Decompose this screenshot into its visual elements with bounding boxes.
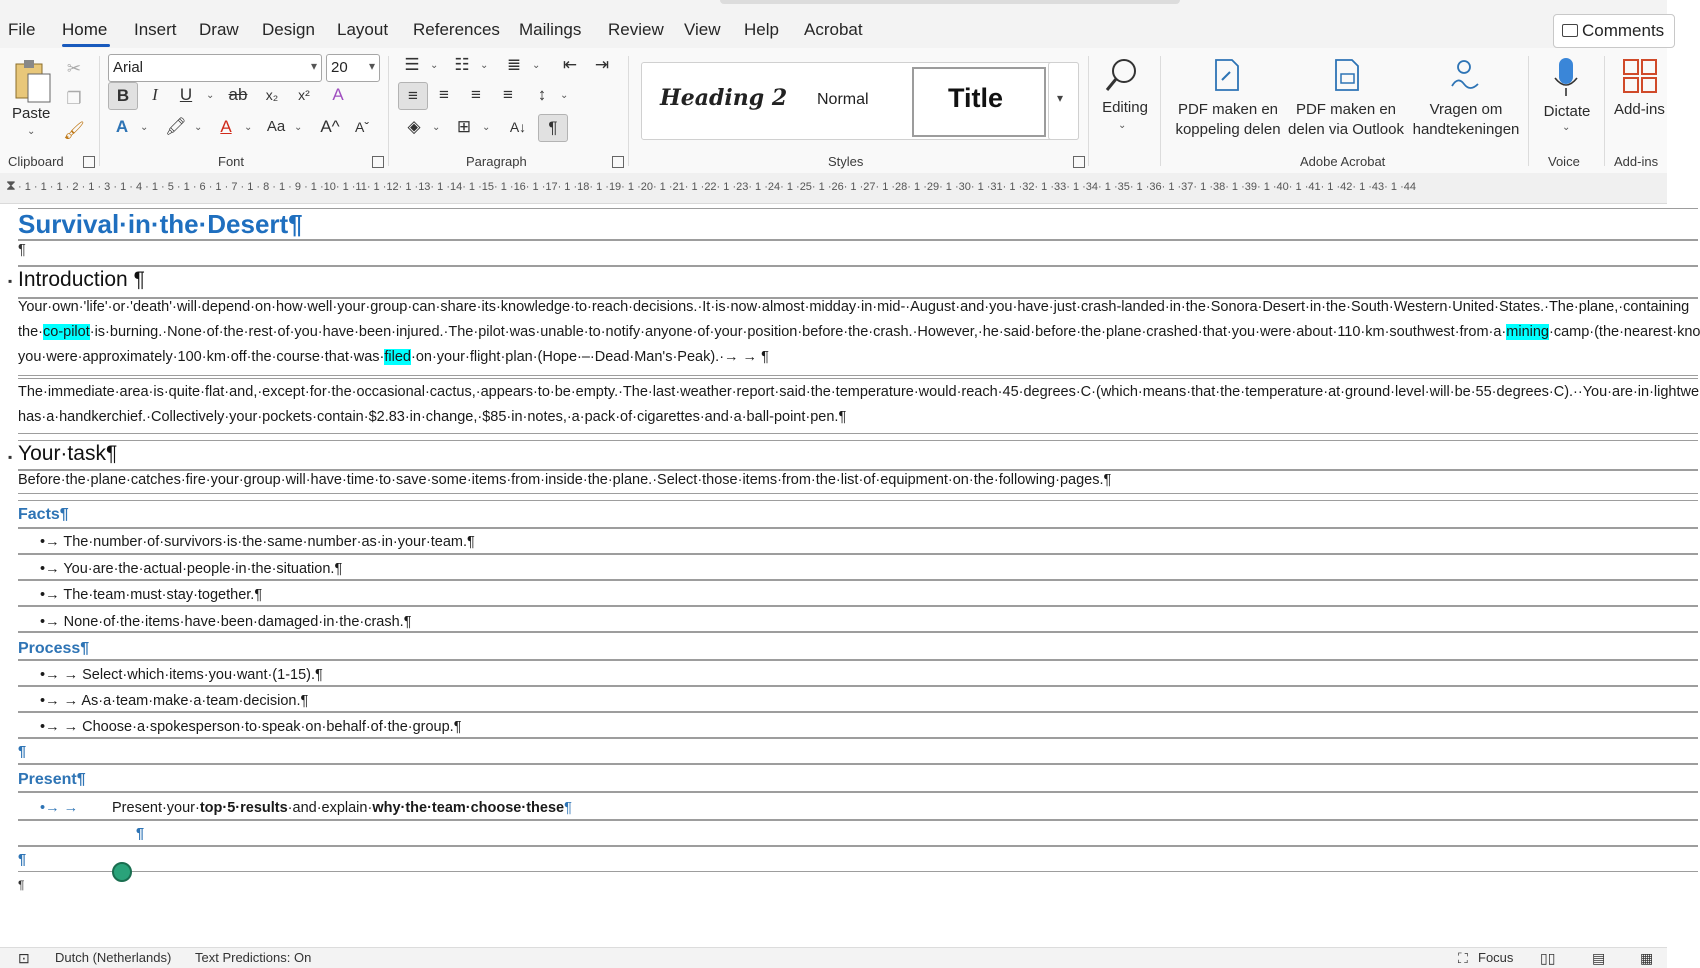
web-layout-icon[interactable]: ▦ [1640, 950, 1654, 966]
tab-file[interactable]: File [8, 20, 36, 39]
underline-button[interactable]: U [179, 85, 193, 104]
list-item: •→ The·number·of·survivors·is·the·same·number·as·in·your·team.¶ [40, 534, 475, 550]
pdf-link-label-2[interactable]: koppeling delen [1175, 121, 1281, 138]
clear-formatting-icon[interactable]: A [332, 85, 344, 104]
paragraph-mark: ¶ [136, 826, 145, 842]
facts-heading: Facts¶ [18, 506, 69, 523]
tab-acrobat[interactable]: Acrobat [804, 20, 863, 39]
italic-button[interactable]: I [152, 85, 158, 104]
styles-launcher-icon[interactable] [1073, 156, 1085, 168]
chevron-down-icon: ▾ [310, 59, 317, 73]
bold-text-run: top·5·results [199, 800, 288, 816]
list-bullet: •→ → [40, 800, 79, 816]
text-boundary [18, 440, 1698, 470]
microphone-icon[interactable] [1552, 56, 1580, 98]
document-canvas[interactable] [0, 204, 1700, 947]
horizontal-ruler[interactable] [0, 173, 1667, 204]
highlight-dropdown-icon[interactable]: ⌄ [194, 122, 203, 133]
list-item: •→ → Select·which·items·you·want·(1-15).¶ [40, 667, 323, 683]
comments-button[interactable] [1553, 14, 1675, 48]
highlighted-word: filed [384, 349, 411, 365]
editing-label[interactable]: Editing [1102, 99, 1148, 116]
dictate-label[interactable]: Dictate [1543, 103, 1591, 120]
clipboard-group-label: Clipboard [8, 154, 64, 169]
font-color-dropdown-icon[interactable]: ⌄ [244, 122, 253, 133]
decrease-indent-icon[interactable]: ⇤ [562, 55, 578, 74]
align-left-button[interactable]: ≡ [398, 82, 428, 110]
clipboard-launcher-icon[interactable] [83, 156, 95, 168]
paste-dropdown-icon[interactable]: ⌄ [27, 126, 36, 137]
tab-draw[interactable]: Draw [199, 20, 239, 39]
sort-icon[interactable]: A↓ [509, 119, 527, 135]
tab-help[interactable]: Help [744, 20, 779, 39]
separator [1088, 56, 1089, 166]
cut-icon[interactable]: ✂ [66, 59, 82, 78]
align-center-button[interactable]: ≡ [439, 85, 449, 104]
document-title: Survival·in·the·Desert¶ [18, 209, 303, 239]
multilevel-list-icon[interactable]: ≣ [506, 55, 522, 74]
ribbon-tabs [0, 0, 1667, 48]
touch-cursor-icon [112, 862, 132, 882]
add-ins-label[interactable]: Add-ins [1614, 101, 1665, 118]
font-color-icon[interactable]: A [220, 117, 232, 136]
align-right-button[interactable]: ≡ [471, 85, 481, 104]
separator [1604, 56, 1605, 166]
your-task-heading: Your·task¶ [18, 442, 118, 465]
paragraph-group-label: Paragraph [466, 154, 527, 169]
change-case-dropdown-icon[interactable]: ⌄ [294, 122, 303, 133]
intro-paragraph-line-1: Your·own·'life'·or·'death'·will·depend·on·how·well·your·group·can·share·its·knowledge·to·reach·decisions.·It·is·now·almost·midday·in·mid-·August·and·you·have·just·crash-landed·in·the·Sonora·Desert·in·the·South·Western·United·States.·The·plane,·containing [18, 299, 1690, 315]
underline-dropdown-icon[interactable]: ⌄ [206, 90, 215, 101]
bullets-icon[interactable]: ☰ [404, 55, 420, 74]
style-title-label: Title [948, 83, 1004, 113]
focus-icon[interactable]: ⛶ [1458, 950, 1468, 966]
pdf-link-icon[interactable] [1212, 58, 1242, 92]
subscript-button[interactable]: x₂ [265, 87, 279, 103]
text-run: ·on·your·flight·plan·(Hope·–·Dead·Man's·Peak).·→ → ¶ [411, 349, 769, 365]
pdf-outlook-label-1[interactable]: PDF maken en [1295, 101, 1397, 118]
separator [388, 56, 389, 166]
text-run: the· [18, 324, 43, 340]
text-run: ·camp·(the·nearest·kno [1548, 324, 1700, 340]
list-item [112, 800, 572, 816]
heading-marker: ▪ [8, 450, 13, 464]
text-boundary [18, 240, 1698, 266]
text-run: ·and·explain· [287, 800, 373, 816]
comment-icon [1562, 24, 1578, 37]
borders-icon[interactable]: ⊞ [456, 117, 472, 136]
list-item: •→ → Choose·a·spokesperson·to·speak·on·behalf·of·the·group.¶ [40, 719, 462, 735]
ribbon [0, 48, 1667, 174]
shading-dropdown-icon[interactable]: ⌄ [432, 122, 441, 133]
proofing-icon[interactable]: ⊡ [18, 950, 30, 966]
text-effects-dropdown-icon[interactable]: ⌄ [140, 122, 149, 133]
tab-view[interactable]: View [684, 20, 721, 39]
indent-marker-icon[interactable]: ⧗ [6, 177, 16, 193]
styles-group-label: Styles [828, 154, 864, 169]
acrobat-group-label: Adobe Acrobat [1300, 154, 1386, 169]
tab-references[interactable]: References [413, 20, 500, 39]
list-item: •→ → As·a·team·make·a·team·decision.¶ [40, 693, 309, 709]
text-boundary [18, 580, 1698, 606]
numbering-dropdown-icon[interactable]: ⌄ [480, 60, 489, 71]
line-spacing-dropdown-icon[interactable]: ⌄ [560, 90, 569, 101]
process-heading: Process¶ [18, 640, 90, 657]
text-boundary [18, 820, 1698, 846]
numbering-icon[interactable]: ☷ [454, 55, 470, 74]
text-predictions-indicator[interactable]: Text Predictions: On [195, 950, 312, 965]
superscript-button[interactable]: x² [298, 87, 310, 103]
bullets-dropdown-icon[interactable]: ⌄ [430, 60, 439, 71]
text-run: ·is·burning.·None·of·the·rest·of·you·have·been·injured.·The·pilot·was·unable·to·notify·anyone·of·your·position·before·the·crash.·However,·he·said·before·the·plane·crashed·that·you·were·about·110·km·southwest·from·a· [89, 324, 1507, 340]
tab-review[interactable]: Review [608, 20, 664, 39]
title-bar-handle [720, 0, 1180, 4]
text-effects-icon[interactable]: A [115, 117, 129, 136]
bold-text-run: why·the·team·choose·these [372, 800, 565, 816]
task-paragraph: Before·the·plane·catches·fire·your·group·will·have·time·to·save·some·items·from·inside·the·plane.·Select·those·items·from·the·list·of·equipment·on·the·following·pages.¶ [18, 472, 1112, 488]
tab-home[interactable]: Home [62, 20, 108, 39]
add-ins-icon[interactable] [1622, 58, 1658, 94]
signature-label-1[interactable]: Vragen om [1429, 101, 1503, 118]
styles-gallery [641, 62, 1079, 140]
add-ins-group-label: Add-ins [1614, 154, 1659, 169]
dictate-dropdown-icon[interactable]: ⌄ [1562, 122, 1571, 133]
tab-layout[interactable]: Layout [337, 20, 389, 39]
active-tab-indicator [62, 44, 110, 47]
text-run: Present·your· [112, 800, 200, 816]
paragraph-mark: ¶ [18, 744, 27, 760]
font-size-value: 20 [331, 59, 348, 76]
paragraph-mark: ¶ [564, 800, 572, 816]
separator [99, 56, 100, 166]
style-heading-2[interactable]: Heading 2 [660, 85, 788, 111]
comments-label: Comments [1582, 21, 1665, 40]
list-item: •→ The·team·must·stay·together.¶ [40, 587, 263, 603]
ruler-ticks: · 1 · 1 · 1 · 2 · 1 · 3 · 1 · 4 · 1 · 5 · 1 · 6 · 1 · 7 · 1 · 8 · 1 · 9 · 1 ·10· 1 ·11· 1 ·12· 1 ·13· 1 ·14· 1 ·15· 1 ·16· 1 ·17· 1 ·18· 1 ·19· 1 ·20· 1 ·21· 1 ·22· 1 ·23· 1 ·24· 1 ·25· 1 ·26· 1 ·27· 1 ·28· 1 ·29· 1 ·30· 1 ·31· 1 ·32· 1 ·33· 1 ·34· 1 ·35· 1 ·36· 1 ·37· 1 ·38· 1 ·39· 1 ·40· 1 ·41· 1 ·42· 1 ·43· 1 ·44 [18, 181, 1416, 193]
pdf-outlook-icon[interactable] [1332, 58, 1362, 92]
font-family-select[interactable] [108, 54, 322, 82]
separator [1160, 56, 1161, 166]
introduction-heading: Introduction ¶ [18, 268, 145, 291]
paste-label[interactable]: Paste [12, 105, 51, 122]
text-boundary [18, 738, 1698, 764]
highlighted-word: mining [1506, 324, 1549, 340]
line-spacing-icon[interactable]: ↕ [537, 85, 547, 104]
editing-dropdown-icon[interactable]: ⌄ [1118, 120, 1127, 131]
intro-paragraph-2-line-1: The·immediate·area·is·quite·flat·and,·except·for·the·occasional·cactus,·appears·to·be·empty.·The·last·weather·report·said·the·temperature·would·reach·45·degrees·C·(which·means·that·the·temperature·at·ground·level·will·be·55·degrees·C).··You·are·in·lightwe [18, 384, 1700, 400]
paragraph-mark: ¶ [18, 242, 26, 258]
tab-mailings[interactable]: Mailings [519, 20, 582, 39]
strikethrough-button[interactable]: ab [228, 85, 248, 104]
focus-button[interactable]: Focus [1478, 950, 1514, 965]
intro-paragraph-line-3 [18, 349, 769, 365]
bold-button[interactable]: B [108, 82, 138, 110]
separator [628, 56, 629, 166]
multilevel-dropdown-icon[interactable]: ⌄ [532, 60, 541, 71]
pdf-link-label-1[interactable]: PDF maken en [1177, 101, 1279, 118]
text-boundary [18, 500, 1698, 528]
language-indicator[interactable]: Dutch (Netherlands) [55, 950, 172, 965]
style-normal[interactable]: Normal [817, 91, 869, 108]
signature-icon[interactable] [1448, 58, 1482, 92]
font-group-label: Font [218, 154, 245, 169]
intro-paragraph-line-2 [18, 324, 1700, 340]
paragraph-mark: ¶ [18, 852, 27, 868]
pdf-outlook-label-2[interactable]: delen via Outlook [1288, 121, 1404, 138]
style-title[interactable] [912, 67, 1046, 137]
text-boundary [18, 764, 1698, 792]
increase-indent-icon[interactable]: ⇥ [594, 55, 610, 74]
grow-font-icon[interactable]: A^ [320, 117, 340, 136]
format-painter-icon[interactable]: 🖌 [63, 121, 85, 140]
paste-icon[interactable] [12, 58, 52, 104]
list-item: •→ None·of·the·items·have·been·damaged·in·the·crash.¶ [40, 614, 412, 630]
font-family-value: Arial [113, 59, 144, 76]
heading-marker: ▪ [8, 274, 13, 288]
print-layout-icon[interactable]: ▤ [1592, 950, 1606, 966]
copy-icon[interactable]: ❐ [66, 89, 82, 108]
text-boundary [18, 632, 1698, 660]
text-boundary [18, 846, 1698, 872]
paragraph-launcher-icon[interactable] [612, 156, 624, 168]
chevron-down-icon: ▾ [1057, 91, 1064, 105]
search-icon[interactable] [1104, 56, 1140, 96]
text-boundary [18, 266, 1698, 298]
tab-design[interactable]: Design [262, 20, 315, 39]
justify-button[interactable]: ≡ [503, 85, 513, 104]
voice-group-label: Voice [1548, 154, 1580, 169]
intro-paragraph-2-line-2: has·a·handkerchief.·Collectively·your·pockets·contain·$2.83·in·change,·$85·in·notes,·a·pack·of·cigarettes·and·a·ball-point·pen.¶ [18, 409, 847, 425]
tab-insert[interactable]: Insert [134, 20, 177, 39]
font-launcher-icon[interactable] [372, 156, 384, 168]
separator [1528, 56, 1529, 166]
read-mode-icon[interactable]: ▯▯ [1540, 950, 1556, 966]
chevron-down-icon: ▾ [368, 59, 375, 73]
paragraph-mark: ¶ [18, 878, 25, 892]
highlight-color-icon[interactable]: 🖍 [165, 117, 187, 136]
borders-dropdown-icon[interactable]: ⌄ [482, 122, 491, 133]
styles-more-button[interactable] [1048, 62, 1079, 140]
change-case-icon[interactable]: Aa [266, 118, 286, 135]
shading-icon[interactable]: ◈ [407, 117, 421, 136]
text-run: you·were·approximately·100·km·off·the·course·that·was· [18, 349, 385, 365]
signature-label-2[interactable]: handtekeningen [1412, 121, 1520, 138]
highlighted-word: co-pilot [43, 324, 90, 340]
font-size-select[interactable] [326, 54, 380, 82]
status-bar [0, 947, 1667, 968]
present-heading: Present¶ [18, 771, 86, 788]
shrink-font-icon[interactable]: Aˇ [355, 119, 369, 135]
list-item: •→ You·are·the·actual·people·in·the·situation.¶ [40, 561, 343, 577]
show-formatting-marks-button[interactable]: ¶ [538, 114, 568, 142]
